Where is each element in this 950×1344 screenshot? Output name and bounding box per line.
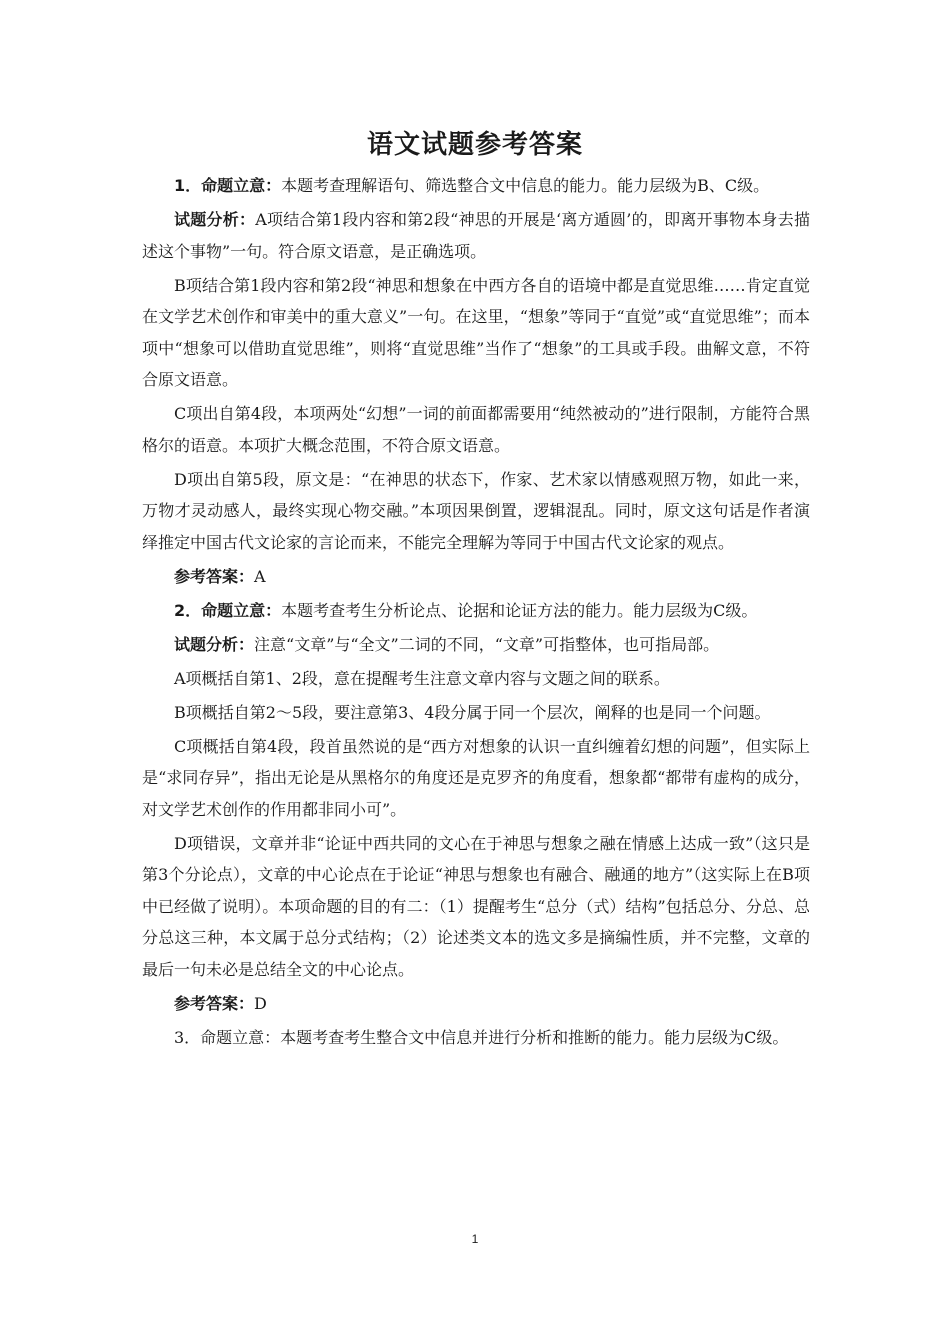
paragraph-label: 1．命题立意： [174, 176, 282, 195]
paragraph [142, 204, 810, 267]
paragraph-text: 本题考查考生分析论点、论据和论证方法的能力。能力层级为C级。 [281, 600, 758, 620]
paragraph [142, 270, 810, 396]
paragraph-text: B项结合第1段内容和第2段“神思和想象在中西方各自的语境中都是直觉思维……肯定直觉在文学艺术创作和审美中的重大意义”一句。在这里，“想象”等同于“直觉”或“直觉思维”；而本项中“想象可以借助直觉思维”，则将“直觉思维”当作了“想象”的工具或手段。曲解文意，不符合原文语意。 [142, 275, 810, 389]
paragraph [142, 398, 810, 461]
paragraph-text: C项出自第4段，本项两处“幻想”一词的前面都需要用“纯然被动的”进行限制，方能符合黑格尔的语意。本项扩大概念范围，不符合原文语意。 [142, 404, 810, 455]
paragraph [142, 731, 810, 826]
paragraph [142, 828, 810, 986]
paragraph-text: 注意“文章”与“全文”二词的不同，“文章”可指整体，也可指局部。 [254, 634, 720, 654]
paragraph-text: D项错误，文章并非“论证中西共同的文心在于神思与想象之融在情感上达成一致”（这只是第3个分论点），文章的中心论点在于论证“神思与想象也有融合、融通的地方”（这实际上在B项中已经做了说明）。本项命题的目的有二：（1）提醒考生“总分（式）结构”包括总分、分总、总分总这三种，本文属于总分式结构；（2）论述类文本的选文多是摘编性质，并不完整，文章的最后一句未必是总结全文的中心论点。 [142, 833, 810, 979]
paragraph [142, 663, 810, 695]
answer-line [142, 988, 810, 1020]
page-number: 1 [471, 1232, 479, 1246]
paragraph [142, 464, 810, 559]
answer-value: D [254, 993, 267, 1013]
paragraph [142, 595, 810, 627]
answer-value: A [254, 566, 266, 586]
paragraph-text: 3．命题立意：本题考查考生整合文中信息并进行分析和推断的能力。能力层级为C级。 [174, 1027, 789, 1047]
paragraph [142, 170, 810, 202]
paragraph [142, 697, 810, 729]
answer-body [142, 170, 810, 1056]
paragraph-label: 参考答案： [174, 566, 255, 586]
paragraph-text: B项概括自第2～5段，要注意第3、4段分属于同一个层次，阐释的也是同一个问题。 [174, 702, 771, 722]
paragraph-label: 参考答案： [174, 993, 255, 1013]
paragraph-text: C项概括自第4段，段首虽然说的是“西方对想象的认识一直纠缠着幻想的问题”，但实际上是“求同存异”，指出无论是从黑格尔的角度还是克罗齐的角度看，想象都“都带有虚构的成分，对文学艺术创作的作用都非同小可”。 [142, 736, 810, 819]
paragraph-text: A项概括自第1、2段，意在提醒考生注意文章内容与文题之间的联系。 [174, 668, 670, 688]
paragraph [142, 1022, 810, 1054]
paragraph-label: 2．命题立意： [174, 600, 282, 620]
paragraph [142, 629, 810, 661]
paragraph-label: 试题分析： [174, 634, 255, 654]
paragraph-text: D项出自第5段，原文是：“在神思的状态下，作家、艺术家以情感观照万物，如此一来，万物才灵动感人，最终实现心物交融。”本项因果倒置，逻辑混乱。同时，原文这句话是作者演绎推定中国古代文论家的言论而来，不能完全理解为等同于中国古代文论家的观点。 [142, 469, 810, 552]
page-title: 语文试题参考答案 [366, 130, 583, 160]
answer-line [142, 561, 810, 593]
paragraph-text: A项结合第1段内容和第2段“神思的开展是‘离方遁圆’的，即离开事物本身去描述这个事物”一句。符合原文语意，是正确选项。 [142, 210, 810, 261]
paragraph-label: 试题分析： [174, 210, 256, 229]
paragraph-text: 本题考查理解语句、筛选整合文中信息的能力。能力层级为B、C级。 [281, 176, 770, 195]
